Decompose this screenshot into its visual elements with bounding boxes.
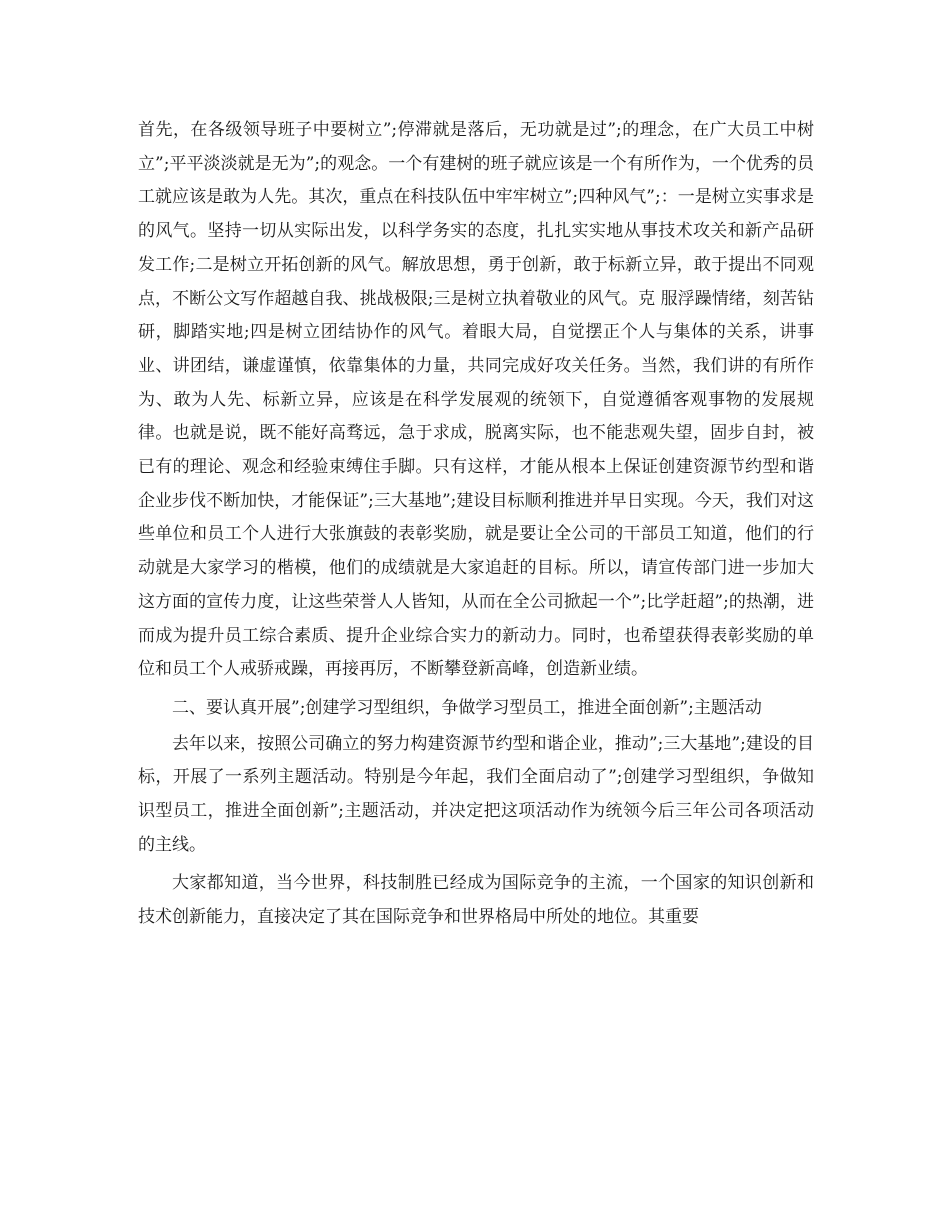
paragraph-continuation: 首先，在各级领导班子中要树立”;停滞就是落后，无功就是过”;的理念，在广大员工中树立”;平平淡淡就是无为”;的观念。一个有建树的班子就应该是一个有所作为，一个优秀的员工就应该是敢为人先。其次，重点在科技队伍中牢牢树立”;四种风气”;：一是树立实事求是的风气。坚持一切从实际出发，以科学务实的态度，扎扎实实地从事技术攻关和新产品研发工作;二是树立开拓创新的风气。解放思想，勇于创新，敢于标新立异，敢于提出不同观点，不断公文写作超越自我、挑战极限;三是树立执着敬业的风气。克 服浮躁情绪，刻苦钻研，脚踏实地;四是树立团结协作的风气。着眼大局，自觉摆正个人与集体的关系，讲事业、讲团结，谦虚谨慎，依靠集体的力量，共同完成好攻关任务。当然，我们讲的有所作为、敢为人先、标新立异，应该是在科学发展观的统领下，自觉遵循客观事物的发展规律。也就是说，既不能好高骛远，急于求成，脱离实际，也不能悲观失望，固步自封，被已有的理论、观念和经验束缚住手脚。只有这样，才能从根本上保证创建资源节约型和谐企业步伐不断加快，才能保证”;三大基地”;建设目标顺利推进并早日实现。今天，我们对这些单位和员工个人进行大张旗鼓的表彰奖励，就是要让全公司的干部员工知道，他们的行动就是大家学习的楷模，他们的成绩就是大家追赶的目标。所以，请宣传部门进一步加大这方面的宣传力度，让这些荣誉人人皆知，从而在全公司掀起一个”;比学赶超”;的热潮，进而成为提升员工综合素质、提升企业综合实力的新动力。同时，也希望获得表彰奖励的单位和员工个人戒骄戒躁，再接再厉，不断攀登新高峰，创造新业绩。: [138, 120, 814, 680]
paragraph-activities: 去年以来，按照公司确立的努力构建资源节约型和谐企业，推动”;三大基地”;建设的目标，开展了一系列主题活动。特别是今年起，我们全面启动了”;创建学习型组织，争做知识型员工，推进全面创新”;主题活动，并决定把这项活动作为统领今后三年公司各项活动的主线。: [138, 733, 814, 855]
section-heading-two: 二、要认真开展”;创建学习型组织，争做学习型员工，推进全面创新”;主题活动: [172, 697, 762, 718]
document-body: [138, 114, 814, 935]
paragraph-innovation: 大家都知道，当今世界，科技制胜已经成为国际竞争的主流，一个国家的知识创新和技术创新能力，直接决定了其在国际竞争和世界格局中所处的地位。其重要: [138, 873, 814, 928]
